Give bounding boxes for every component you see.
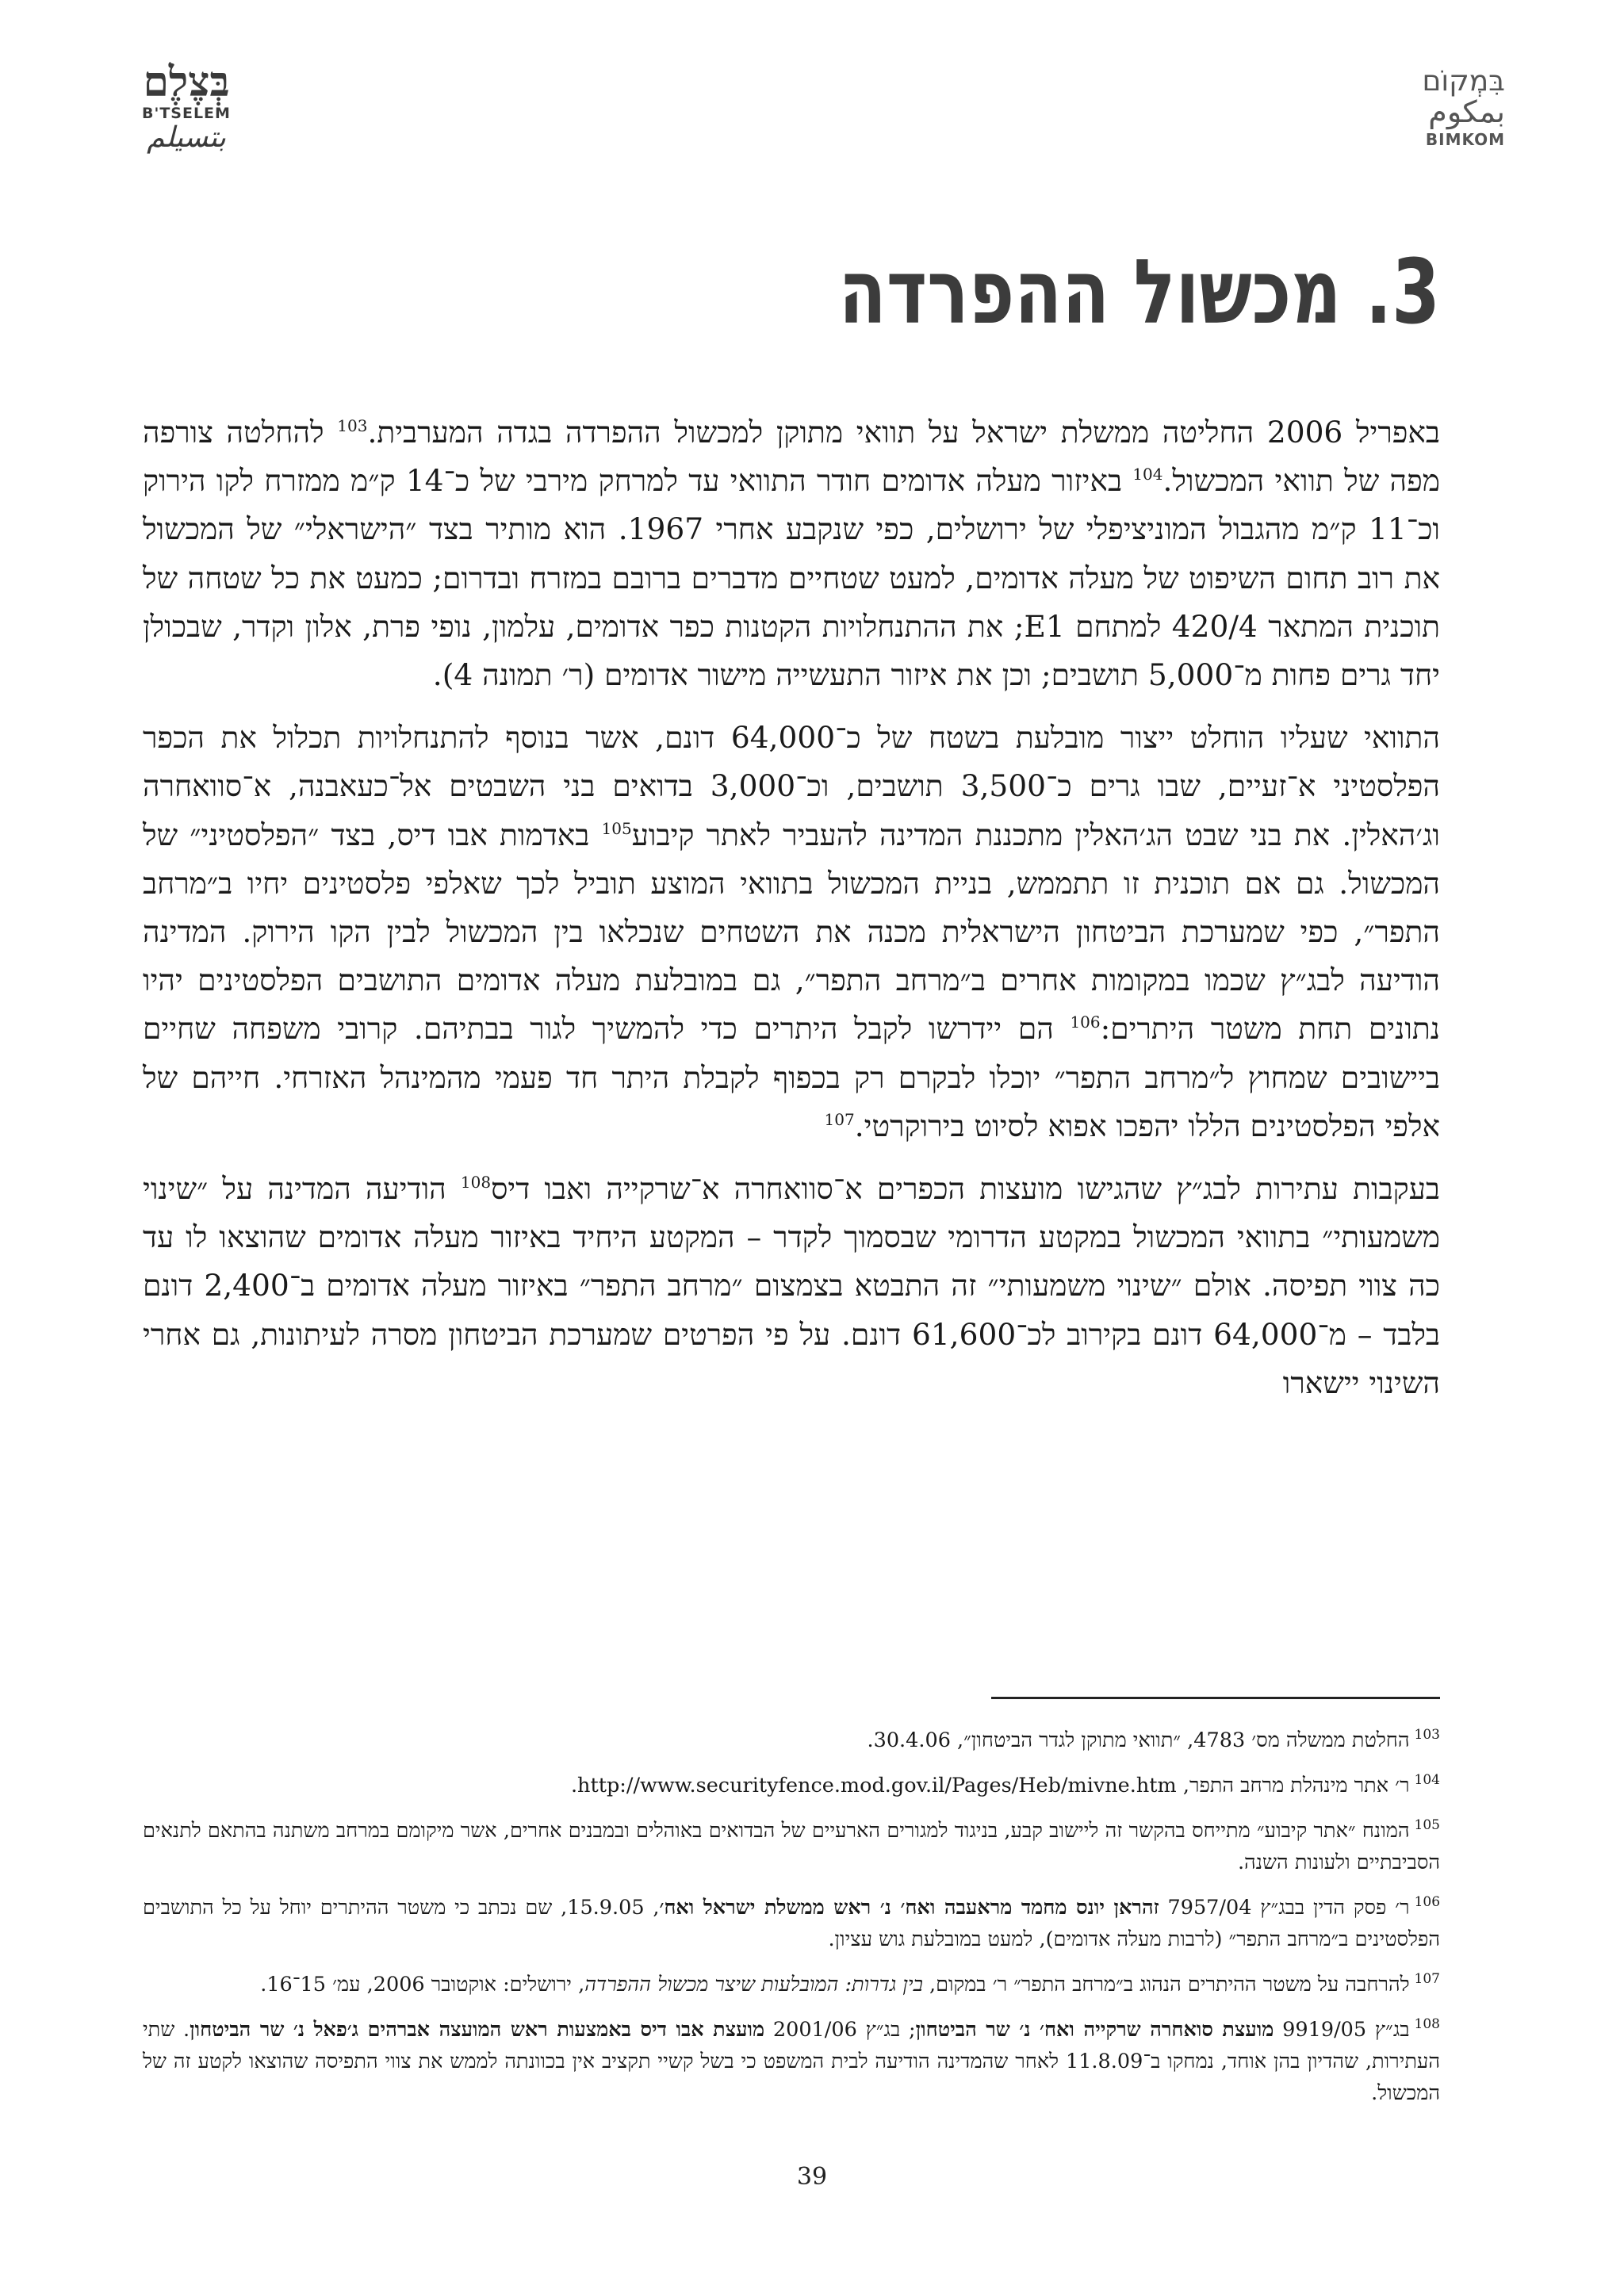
paragraph-text: בעקבות עתירות לבג״ץ שהגישו מועצות הכפרים א־סוואחרה א־שרקייה ואבו דיס <box>491 1171 1441 1207</box>
footnote-text: בג״ץ 9919/05 <box>1274 2018 1410 2042</box>
footnote-104 <box>143 1770 1440 1801</box>
footnote-separator <box>991 1697 1440 1699</box>
bimkom-logo-arabic: بمكوم <box>1428 94 1505 129</box>
paragraph-text: באפריל 2006 החליטה ממשלת ישראל על תוואי מתוקן למכשול ההפרדה בגדה המערבית. <box>367 415 1440 450</box>
footnote-ref[interactable]: 106 <box>1070 1013 1101 1032</box>
btselem-logo <box>127 58 246 154</box>
body-text <box>143 408 1440 1422</box>
footnote-text: . <box>570 1774 578 1797</box>
paragraph-text: התוואי שעליו הוחלט ייצור מובלעת בשטח של כ־64,000 דונם, אשר בנוסף להתנחלויות תכלול את הכפר הפלסטיני א־זעיים, שבו גרים כ־3,500 תושבים, וכ־3,000 בדואים בני השבטים אל־כעאבנה, א־סוואחרה וג׳האלין. את בני שבט הג׳האלין מתכננת המדינה להעביר לאתר קיבוע <box>143 720 1440 852</box>
bimkom-logo <box>1378 67 1505 149</box>
footnote-ref[interactable]: 103 <box>337 416 368 435</box>
publication-title: בין גדרות: המובלעות שיצר מכשול ההפרדה <box>584 1973 923 1996</box>
page-number: 39 <box>796 2163 828 2191</box>
case-name: מועצת סואחרה שרקייה ואח׳ נ׳ שר הביטחון <box>915 2018 1274 2042</box>
chapter-title: 3. מכשול ההפרדה <box>838 241 1440 344</box>
footnote-text: ר׳ פסק הדין בבג״ץ 7957/04 <box>1159 1896 1410 1920</box>
paragraph-text: להחלטה צורפה מפה של תוואי המכשול. <box>143 415 1440 499</box>
footnote-number: 104 <box>1414 1772 1440 1788</box>
btselem-logo-arabic: بتسيلم <box>147 121 226 154</box>
footnotes <box>143 1725 1440 2123</box>
footnote-number: 106 <box>1414 1894 1441 1910</box>
footnote-number: 108 <box>1414 2016 1440 2032</box>
bimkom-logo-latin: BIMKOM <box>1425 129 1505 149</box>
paragraph-3 <box>143 1165 1440 1407</box>
footnote-106 <box>143 1892 1440 1955</box>
btselem-logo-hebrew: בְּצֶלֶם <box>143 58 230 106</box>
footnote-link[interactable]: http://www.securityfence.mod.gov.il/Pages/Heb/mivne.htm <box>577 1774 1177 1797</box>
footnote-text: , ירושלים: אוקטובר 2006, עמ׳ 15־16. <box>260 1973 585 1996</box>
footnote-ref[interactable]: 105 <box>601 818 632 838</box>
footnote-ref[interactable]: 104 <box>1132 465 1163 484</box>
footnote-number: 107 <box>1414 1971 1440 1987</box>
paragraph-text: הם יידרשו לקבל היתרים כדי להמשיך לגור בבתיהם. קרובי משפחה שחיים ביישובים שמחוץ ל״מרחב התפר״ יוכלו לבקרם רק בכפוף לקבלת היתר חד פעמי מהמינהל האזרחי. חייהם של אלפי הפלסטינים הללו יהפכו אפוא לסיוט בירוקרטי. <box>143 1011 1440 1143</box>
footnote-text: ר׳ אתר מינהלת מרחב התפר, <box>1176 1774 1410 1797</box>
case-name: מועצת אבו דיס באמצעות ראש המועצה אברהים ג׳פאל נ׳ שר הביטחון <box>190 2018 765 2042</box>
bimkom-logo-hebrew: בִּמְקוֹם <box>1422 65 1505 98</box>
footnote-text: . שתי העתירות, שהדיון בהן אוחד, נמחקו ב־11.8.09 לאחר שהמדינה הודיעה לבית המשפט כי בשל קשיי תקציב אין בכוונתה לממש את צווי התפיסה שהוצאו לקטע זה של המכשול. <box>143 2018 1441 2105</box>
footnote-text: החלטת ממשלה מס׳ 4783, ״תוואי מתוקן לגדר הביטחון״, 30.4.06. <box>867 1728 1410 1752</box>
footnote-ref[interactable]: 108 <box>460 1173 492 1192</box>
footnote-103 <box>143 1725 1440 1756</box>
footnote-108 <box>143 2014 1440 2109</box>
footnote-text: , 15.9.05, שם נכתב כי משטר ההיתרים יוחל על כל התושבים הפלסטינים ב״מרחב התפר״ (לרבות מעלה אדומים), למעט במובלעת גוש עציון. <box>143 1896 1440 1951</box>
footnote-107 <box>143 1969 1440 2000</box>
footnote-105 <box>143 1815 1440 1878</box>
footnote-number: 105 <box>1414 1817 1440 1833</box>
paragraph-text: באיזור מעלה אדומים חודר התוואי עד למרחק מירבי של כ־14 ק״מ ממזרח לקו הירוק וכ־11 ק״מ מהגבול המוניציפלי של ירושלים, כפי שנקבע אחרי 1967. הוא מותיר בצד ״הישראלי״ של המכשול את רוב תחום השיפוט של מעלה אדומים, למעט שטחיים מדברים ברובם במזרח ובדרום; כמעט את כל שטחה של תוכנית המתאר 420/4 למתחם E1; את ההתנחלויות הקטנות כפר אדומים, עלמון, נופי פרת, אלון וקדר, שבכולן יחד גרים פחות מ־5,000 תושבים; וכן את איזור התעשייה מישור אדומים (ר׳ תמונה 4). <box>143 463 1441 693</box>
footnote-text: להרחבה על משטר ההיתרים הנהוג ב״מרחב התפר״ ר׳ במקום, <box>922 1973 1410 1996</box>
paragraph-text: הודיעה המדינה על ״שינוי משמעותי״ בתוואי המכשול במקטע הדרומי שבסמוך לקדר – המקטע היחיד באיזור מעלה אדומים שהוצאו לו עד כה צווי תפיסה. אולם ״שינוי משמעותי״ זה התבטא בצמצום ״מרחב התפר״ באיזור מעלה אדומים ב־2,400 דונם בלבד – מ־64,000 דונם בקירוב לכ־61,600 דונם. על פי הפרטים שמערכת הביטחון מסרה לעיתונות, גם אחרי השינוי יישארו <box>143 1171 1441 1400</box>
footnote-text: ; בג״ץ 2001/06 <box>764 2018 916 2042</box>
paragraph-text: באדמות אבו דיס, בצד ״הפלסטיני״ של המכשול. גם אם תוכנית זו תתממש, בניית המכשול בתוואי המוצע תוביל לכך שאלפי פלסטינים יחיו ב״מרחב התפר״, כפי שמערכת הביטחון הישראלית מכנה את השטחים שנכלאו בין המכשול לבין הקו הירוק. המדינה הודיעה לבג״ץ שכמו במקומות אחרים ב״מרחב התפר״, גם במובלעת מעלה אדומים התושבים הפלסטינים יהיו נתונים תחת משטר היתרים: <box>143 817 1440 1047</box>
footnote-text: המונח ״אתר קיבוע״ מתייחס בהקשר זה ליישוב קבע, בניגוד למגורים הארעיים של הבדואים באוהלים ובמבנים אחרים, אשר מיקומם במרחב משתנה בהתאם לתנאים הסביבתיים ולעונות השנה. <box>143 1819 1440 1874</box>
btselem-logo-latin: B'TSELEM <box>142 105 231 122</box>
paragraph-2 <box>143 714 1440 1150</box>
case-name: זהראן יונס מחמד מראעבה ואח׳ נ׳ ראש ממשלת ישראל ואח׳ <box>659 1896 1159 1920</box>
paragraph-1 <box>143 408 1440 699</box>
footnote-ref[interactable]: 107 <box>824 1109 855 1129</box>
footnote-number: 103 <box>1414 1727 1440 1743</box>
